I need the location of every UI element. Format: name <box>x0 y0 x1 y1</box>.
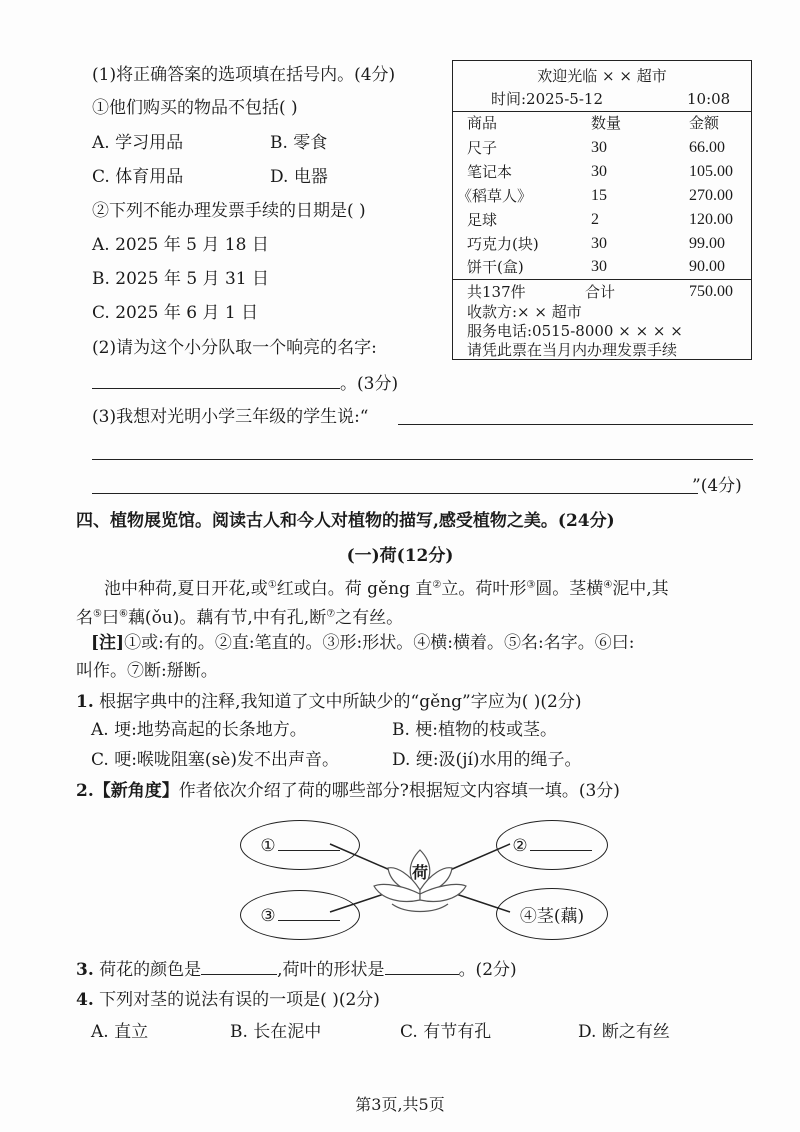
q3-answer-line-3[interactable] <box>92 493 698 494</box>
footnote-mark: ① <box>267 579 277 591</box>
passage-text: 泥中,其 <box>612 579 669 599</box>
q1-sub1: ①他们购买的物品不包括( ) <box>92 98 298 118</box>
diagram-center-label: 荷 <box>411 863 428 882</box>
section4-title: 四、植物展览馆。阅读古人和今人对植物的描写,感受植物之美。(24分) <box>76 511 615 531</box>
q2-tail: 。(3分) <box>340 374 399 394</box>
receipt-total-label: 合计 <box>585 283 616 301</box>
q1-sub2-opt-b: B. 2025 年 5 月 31 日 <box>92 269 270 289</box>
receipt-header-amount: 金额 <box>689 114 720 132</box>
receipt-row-amount: 66.00 <box>689 139 725 156</box>
receipt-row-item: 尺子 <box>467 139 498 157</box>
oval-3-blank[interactable] <box>278 904 340 921</box>
notes-line-2: 叫作。⑦断:掰断。 <box>76 661 218 681</box>
receipt-clock: 10:08 <box>687 90 731 108</box>
s4-q4-opt-d: D. 断之有丝 <box>578 1022 670 1042</box>
s4-q2-text: 作者依次介绍了荷的哪些部分?根据短文内容填一填。(3分) <box>178 781 620 801</box>
diagram-oval-3[interactable] <box>240 890 360 940</box>
receipt-row-item: 饼干(盒) <box>467 258 524 276</box>
s4-q4 <box>76 989 380 1011</box>
receipt-time: 时间:2025-5-12 <box>491 90 603 108</box>
oval-4-label: ④茎(藕) <box>519 906 585 927</box>
receipt-divider-bottom <box>453 279 751 280</box>
s4-q1-number: 1. <box>76 692 94 712</box>
receipt-payee: 收款方:× × 超市 <box>467 303 582 321</box>
receipt-total-count: 共137件 <box>467 283 526 301</box>
diagram-oval-4 <box>496 888 608 940</box>
q2-answer-blank[interactable] <box>92 372 340 389</box>
passage-text: 立。荷叶形 <box>441 579 527 599</box>
s4-q3-text-b: ,荷叶的形状是 <box>277 960 385 980</box>
q1-sub1-opt-c: C. 体育用品 <box>92 167 184 187</box>
receipt-total-value: 750.00 <box>689 283 733 300</box>
receipt-row-amount: 270.00 <box>689 187 733 204</box>
q3-tail: ”(4分) <box>692 476 742 496</box>
s4-q1-opt-b: B. 梗:植物的枝或茎。 <box>392 720 558 740</box>
receipt-row-qty: 30 <box>591 235 607 252</box>
diagram-oval-2[interactable] <box>496 820 608 870</box>
passage-line-2 <box>76 607 403 629</box>
s4-q4-opt-c: C. 有节有孔 <box>400 1022 492 1042</box>
s4-q1 <box>76 691 581 713</box>
footnote-mark: ③ <box>526 579 536 591</box>
s4-q1-opt-d: D. 绠:汲(jí)水用的绳子。 <box>392 750 582 770</box>
passage-text: 红或白。荷 gěng 直 <box>276 579 433 599</box>
q1-stem: (1)将正确答案的选项填在括号内。(4分) <box>92 65 396 85</box>
footnote-mark: ⑤ <box>93 608 102 620</box>
receipt-divider-top <box>453 111 751 112</box>
footnote-mark: ⑥ <box>118 608 128 620</box>
notes-line-1 <box>91 632 634 654</box>
oval-2-blank[interactable] <box>530 834 592 851</box>
s4-q2 <box>76 780 620 802</box>
passage-text: 池中种荷,夏日开花,或 <box>104 579 268 599</box>
receipt-row-item: 足球 <box>467 211 498 229</box>
diagram-oval-1[interactable] <box>240 820 360 870</box>
receipt-header-qty: 数量 <box>591 114 622 132</box>
q1-sub1-opt-b: B. 零食 <box>270 133 328 153</box>
passage-text: 藕(ǒu)。藕有节,中有孔,断 <box>127 608 327 628</box>
receipt-row-amount: 90.00 <box>689 258 725 275</box>
oval-2-label: ② <box>512 836 528 856</box>
receipt-row-amount: 105.00 <box>689 163 733 180</box>
s4-q3-text-a: 荷花的颜色是 <box>99 960 202 980</box>
q1-sub1-opt-a: A. 学习用品 <box>92 133 184 153</box>
receipt <box>452 60 752 360</box>
receipt-row-item: 笔记本 <box>467 163 513 181</box>
s4-q1-opt-c: C. 哽:喉咙阻塞(sè)发不出声音。 <box>91 750 339 770</box>
footnote-mark: ⑦ <box>326 608 336 620</box>
q3-answer-line-1[interactable] <box>398 424 753 425</box>
oval-1-blank[interactable] <box>278 834 340 851</box>
s4-q4-opt-b: B. 长在泥中 <box>230 1022 322 1042</box>
s4-q2-tag: 【新角度】 <box>93 781 179 801</box>
q3-stem: (3)我想对光明小学三年级的学生说:“ <box>92 407 369 427</box>
receipt-row-amount: 120.00 <box>689 211 733 228</box>
q1-sub1-opt-d: D. 电器 <box>270 167 328 187</box>
receipt-header-item: 商品 <box>467 114 498 132</box>
notes-label: [注] <box>91 633 125 653</box>
s4-q3 <box>76 958 517 981</box>
s4-q1-opt-a: A. 埂:地势高起的长条地方。 <box>91 720 307 740</box>
receipt-row-amount: 99.00 <box>689 235 725 252</box>
passage-text: 名 <box>76 608 93 628</box>
passage-text: 圆。茎横 <box>535 579 604 599</box>
receipt-phone: 服务电话:0515-8000 × × × × <box>467 322 683 340</box>
receipt-row-qty: 30 <box>591 139 607 156</box>
receipt-row-qty: 2 <box>591 211 599 228</box>
q3-answer-line-2[interactable] <box>92 459 753 460</box>
q1-sub2-opt-c: C. 2025 年 6 月 1 日 <box>92 303 259 323</box>
s4-q2-number: 2. <box>76 781 94 801</box>
s4-q4-opt-a: A. 直立 <box>91 1022 149 1042</box>
receipt-row-item: 巧克力(块) <box>467 235 539 253</box>
s4-q3-blank-1[interactable] <box>201 958 277 975</box>
receipt-row-qty: 15 <box>591 187 607 204</box>
passage-text: 曰 <box>101 608 119 628</box>
passage-line-1 <box>104 578 669 600</box>
q1-sub2-opt-a: A. 2025 年 5 月 18 日 <box>92 235 269 255</box>
oval-3-label: ③ <box>260 906 276 926</box>
q2-answer-row <box>92 372 398 395</box>
page-footer: 第3页,共5页 <box>355 1095 445 1114</box>
oval-1-label: ① <box>260 836 276 856</box>
s4-q4-number: 4. <box>76 990 94 1010</box>
receipt-row-item: 《稻草人》 <box>457 187 533 205</box>
section4-subtitle: (一)荷(12分) <box>346 546 454 566</box>
footnote-mark: ② <box>432 579 442 591</box>
s4-q3-text-c: 。(2分) <box>458 960 517 980</box>
q1-sub2: ②下列不能办理发票手续的日期是( ) <box>92 201 366 221</box>
s4-q3-number: 3. <box>76 960 94 980</box>
notes-text: ①或:有的。②直:笔直的。③形:形状。④横:横着。⑤名:名字。⑥曰: <box>124 633 635 653</box>
q2-stem: (2)请为这个小分队取一个响亮的名字: <box>92 338 377 358</box>
receipt-row-qty: 30 <box>591 163 607 180</box>
s4-q3-blank-2[interactable] <box>385 958 459 975</box>
receipt-title: 欢迎光临 × × 超市 <box>537 67 667 85</box>
lotus-diagram <box>230 812 610 952</box>
footnote-mark: ④ <box>603 579 613 591</box>
receipt-note: 请凭此票在当月内办理发票手续 <box>467 341 678 359</box>
s4-q1-text: 根据字典中的注释,我知道了文中所缺少的“gěng”字应为( )(2分) <box>99 692 582 712</box>
passage-text: 之有丝。 <box>335 608 404 628</box>
s4-q4-text: 下列对茎的说法有误的一项是( )(2分) <box>99 990 380 1010</box>
receipt-row-qty: 30 <box>591 258 607 275</box>
